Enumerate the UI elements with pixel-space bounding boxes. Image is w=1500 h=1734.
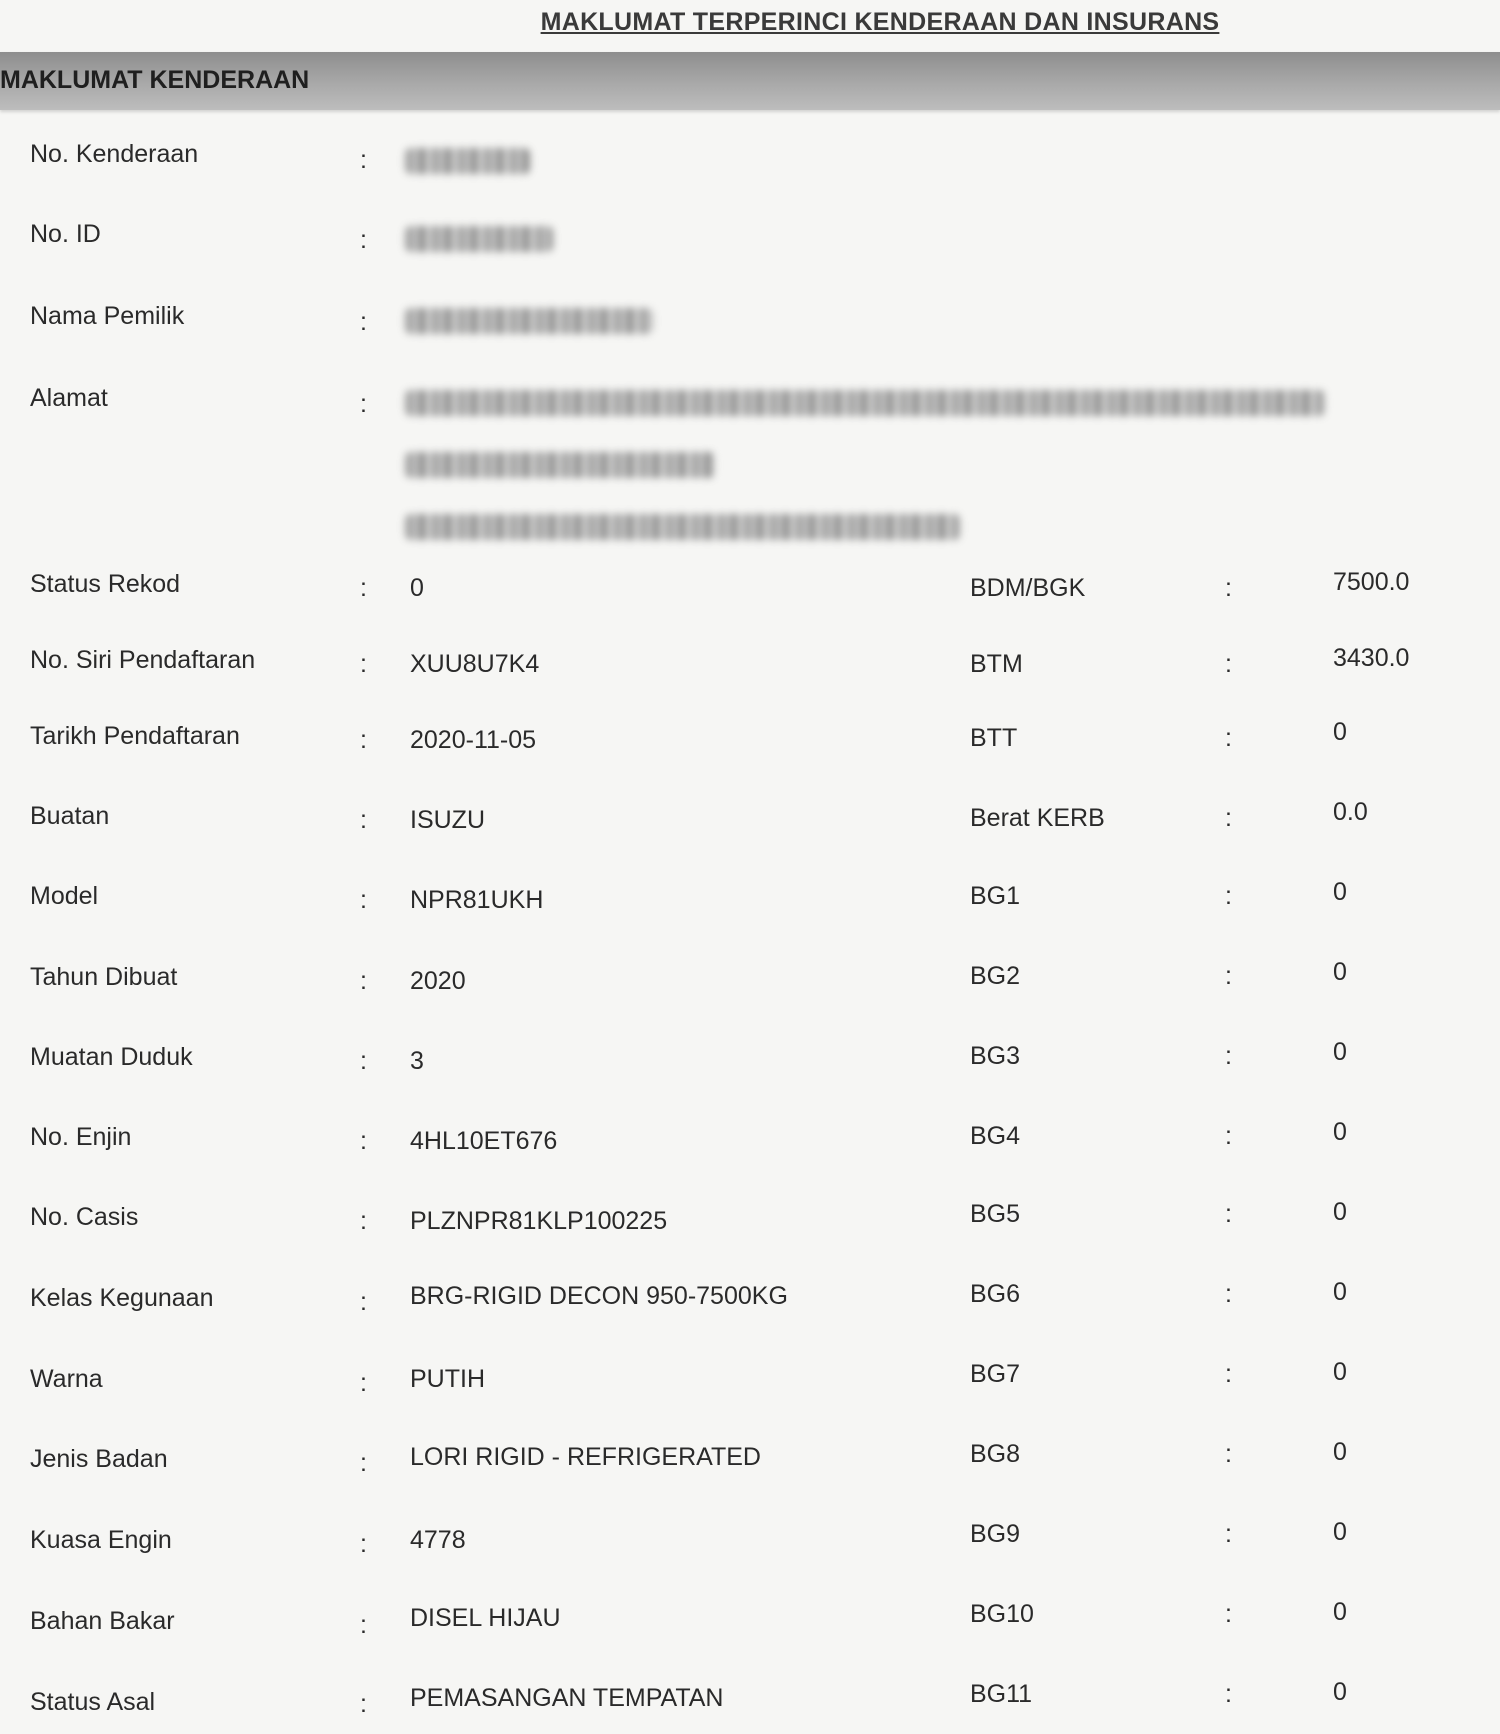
field-value: 0 bbox=[1333, 1598, 1347, 1626]
field-colon: : bbox=[1225, 882, 1232, 910]
field-value: 0 bbox=[1333, 878, 1347, 906]
field-label: BG8 bbox=[970, 1440, 1021, 1468]
field-value: 0 bbox=[1333, 1678, 1347, 1706]
field-value: 0 bbox=[1333, 1198, 1347, 1226]
field-colon: : bbox=[360, 1449, 367, 1477]
redacted-value bbox=[405, 226, 553, 252]
field-colon: : bbox=[1225, 1122, 1232, 1150]
field-colon: : bbox=[360, 574, 367, 602]
field-value: 3 bbox=[410, 1047, 424, 1075]
field-label: BTT bbox=[970, 724, 1018, 752]
field-label: BTM bbox=[970, 650, 1023, 678]
field-colon: : bbox=[1225, 1520, 1232, 1548]
field-colon: : bbox=[1225, 1600, 1232, 1628]
field-value: 0.0 bbox=[1333, 798, 1368, 826]
field-label: Buatan bbox=[30, 802, 110, 830]
field-label: Tahun Dibuat bbox=[30, 963, 178, 991]
field-colon: : bbox=[1225, 1360, 1232, 1388]
field-label: Status Rekod bbox=[30, 570, 181, 598]
field-label-nama-pemilik: Nama Pemilik bbox=[30, 302, 185, 330]
redacted-value bbox=[405, 148, 530, 174]
field-colon: : bbox=[360, 1207, 367, 1235]
field-colon: : bbox=[360, 1369, 367, 1397]
field-value: 3430.0 bbox=[1333, 644, 1410, 672]
field-colon: : bbox=[360, 146, 367, 174]
field-colon: : bbox=[360, 1611, 367, 1639]
field-value: 7500.0 bbox=[1333, 568, 1410, 596]
field-colon: : bbox=[360, 1690, 367, 1718]
field-value: 0 bbox=[1333, 1038, 1347, 1066]
field-label: No. Casis bbox=[30, 1203, 139, 1231]
field-value: PLZNPR81KLP100225 bbox=[410, 1207, 668, 1235]
field-value: PEMASANGAN TEMPATAN bbox=[410, 1684, 724, 1712]
field-label: BG4 bbox=[970, 1122, 1021, 1150]
field-label: Kelas Kegunaan bbox=[30, 1284, 214, 1312]
field-label: BG1 bbox=[970, 882, 1021, 910]
section-title: MAKLUMAT KENDERAAN bbox=[0, 66, 310, 94]
field-value: 0 bbox=[1333, 958, 1347, 986]
field-value: 0 bbox=[1333, 718, 1347, 746]
field-label: BG6 bbox=[970, 1280, 1021, 1308]
field-colon: : bbox=[360, 967, 367, 995]
field-label: Status Asal bbox=[30, 1688, 156, 1716]
section-header-bar bbox=[0, 52, 1500, 110]
field-value: 0 bbox=[1333, 1358, 1347, 1386]
field-label: No. Enjin bbox=[30, 1123, 132, 1151]
field-colon: : bbox=[360, 1288, 367, 1316]
field-label: Bahan Bakar bbox=[30, 1607, 175, 1635]
field-label: BG9 bbox=[970, 1520, 1021, 1548]
field-value: 2020-11-05 bbox=[410, 726, 537, 754]
field-value: BRG-RIGID DECON 950-7500KG bbox=[410, 1282, 788, 1310]
field-colon: : bbox=[360, 390, 367, 418]
field-label: Muatan Duduk bbox=[30, 1043, 193, 1071]
field-colon: : bbox=[1225, 1200, 1232, 1228]
field-value: 0 bbox=[1333, 1278, 1347, 1306]
field-colon: : bbox=[360, 1047, 367, 1075]
field-colon: : bbox=[360, 726, 367, 754]
field-colon: : bbox=[1225, 724, 1232, 752]
field-colon: : bbox=[360, 806, 367, 834]
field-label: Jenis Badan bbox=[30, 1445, 168, 1473]
field-label-no-id: No. ID bbox=[30, 220, 101, 248]
page-title: MAKLUMAT TERPERINCI KENDERAAN DAN INSURANS bbox=[540, 8, 1220, 36]
redacted-value bbox=[405, 514, 960, 540]
field-label: BG3 bbox=[970, 1042, 1021, 1070]
field-value: XUU8U7K4 bbox=[410, 650, 540, 678]
field-value: LORI RIGID - REFRIGERATED bbox=[410, 1443, 761, 1471]
field-colon: : bbox=[1225, 1042, 1232, 1070]
field-colon: : bbox=[1225, 650, 1232, 678]
field-colon: : bbox=[360, 1127, 367, 1155]
field-colon: : bbox=[1225, 574, 1232, 602]
redacted-value bbox=[405, 390, 1325, 416]
field-value: PUTIH bbox=[410, 1365, 485, 1393]
field-label: BG11 bbox=[970, 1680, 1033, 1708]
field-label: BG7 bbox=[970, 1360, 1021, 1388]
field-value: 0 bbox=[1333, 1118, 1347, 1146]
field-label: BDM/BGK bbox=[970, 574, 1086, 602]
field-colon: : bbox=[360, 226, 367, 254]
field-value: 0 bbox=[1333, 1438, 1347, 1466]
field-label: Warna bbox=[30, 1365, 103, 1393]
field-label: Tarikh Pendaftaran bbox=[30, 722, 240, 750]
field-colon: : bbox=[1225, 1280, 1232, 1308]
field-label-alamat: Alamat bbox=[30, 384, 108, 412]
field-colon: : bbox=[360, 1530, 367, 1558]
field-value: 0 bbox=[410, 574, 424, 602]
field-colon: : bbox=[360, 308, 367, 336]
field-label: BG2 bbox=[970, 962, 1021, 990]
redacted-value bbox=[405, 452, 715, 478]
field-value: DISEL HIJAU bbox=[410, 1604, 561, 1632]
field-label-no-kenderaan: No. Kenderaan bbox=[30, 140, 199, 168]
field-value: NPR81UKH bbox=[410, 886, 544, 914]
field-colon: : bbox=[1225, 1440, 1232, 1468]
field-label: BG10 bbox=[970, 1600, 1034, 1628]
field-colon: : bbox=[1225, 1680, 1232, 1708]
field-label: Model bbox=[30, 882, 99, 910]
field-label: BG5 bbox=[970, 1200, 1021, 1228]
field-colon: : bbox=[1225, 962, 1232, 990]
field-colon: : bbox=[360, 650, 367, 678]
field-label: No. Siri Pendaftaran bbox=[30, 646, 256, 674]
field-value: 0 bbox=[1333, 1518, 1347, 1546]
field-value: 2020 bbox=[410, 967, 466, 995]
field-label: Kuasa Engin bbox=[30, 1526, 172, 1554]
field-value: ISUZU bbox=[410, 806, 485, 834]
field-colon: : bbox=[1225, 804, 1232, 832]
field-label: Berat KERB bbox=[970, 804, 1105, 832]
redacted-value bbox=[405, 308, 653, 334]
field-value: 4HL10ET676 bbox=[410, 1127, 558, 1155]
field-colon: : bbox=[360, 886, 367, 914]
field-value: 4778 bbox=[410, 1526, 466, 1554]
